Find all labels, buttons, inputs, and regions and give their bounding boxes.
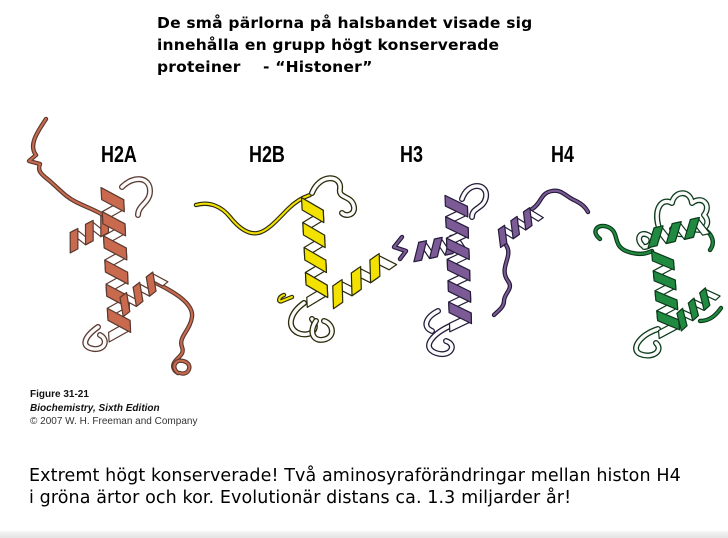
h2b-ribbon-structure xyxy=(196,178,397,340)
heading-line-1: De små pärlorna på halsbandet visade sig xyxy=(157,14,533,32)
histone-figure xyxy=(0,105,728,395)
figure-book-title: Biochemistry, Sixth Edition xyxy=(30,402,160,414)
figure-copyright: © 2007 W. H. Freeman and Company xyxy=(30,416,198,427)
heading-line-3: proteiner - “Histoner” xyxy=(157,58,373,76)
h3-ribbon-structure xyxy=(394,186,588,354)
figure-number: Figure 31-21 xyxy=(30,389,89,400)
note-line-1: Extremt högt konserverade! Två aminosyraförändringar mellan histon H4 xyxy=(29,466,681,486)
protein-label-h3: H3 xyxy=(400,141,423,167)
figure-caption xyxy=(30,388,197,429)
note-line-2: i gröna ärtor och kor. Evolutionär distans ca. 1.3 miljarder år! xyxy=(29,487,572,508)
protein-label-h2b: H2B xyxy=(249,141,285,167)
slide-bottom-edge xyxy=(0,531,728,538)
heading-line-2: innehålla en grupp högt konserverade xyxy=(157,36,500,54)
protein-label-h4: H4 xyxy=(551,141,574,167)
conservation-note xyxy=(29,466,681,509)
protein-label-h2a: H2A xyxy=(101,141,137,167)
slide-heading xyxy=(157,12,532,78)
h4-ribbon-structure xyxy=(595,193,721,355)
